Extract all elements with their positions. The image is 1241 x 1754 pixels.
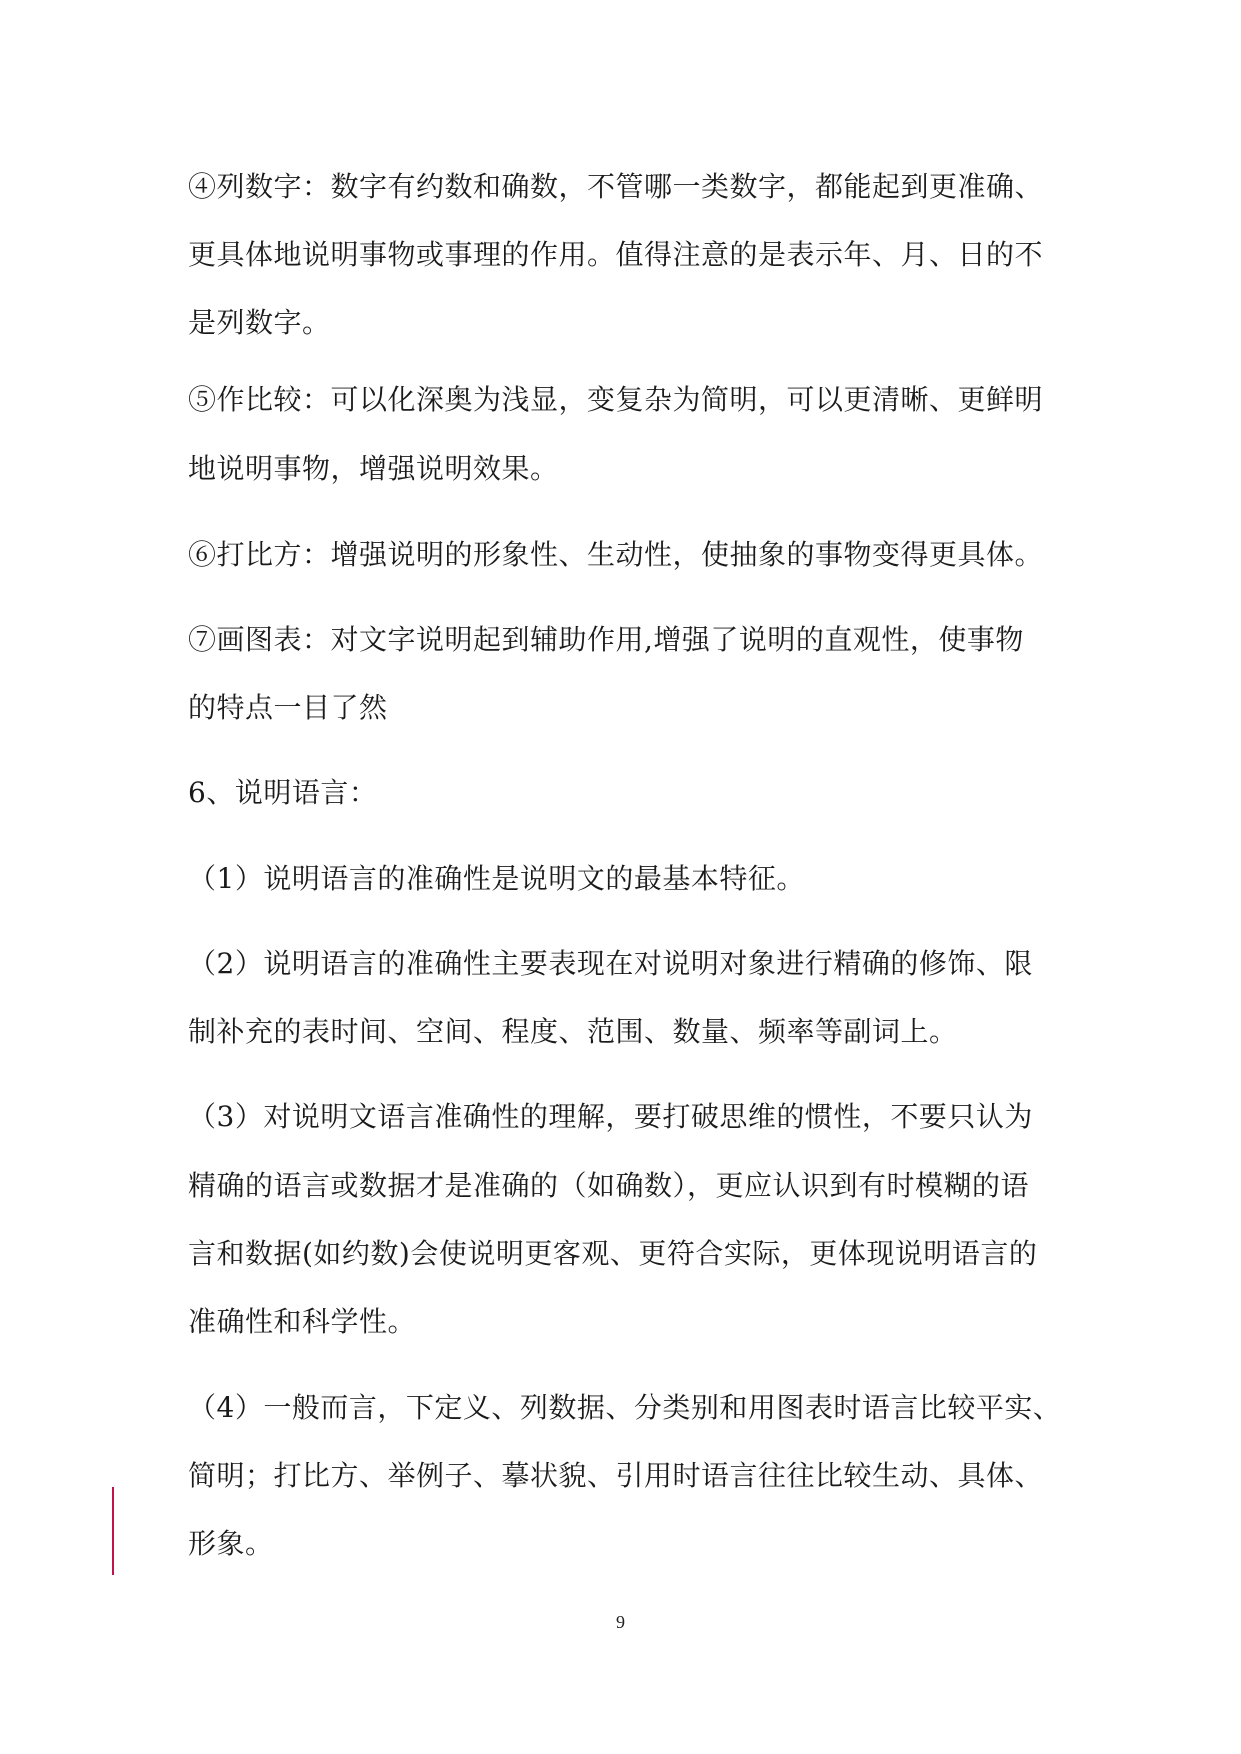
- text-line: ⑥打比方：增强说明的形象性、生动性，使抽象的事物变得更具体。: [188, 538, 1044, 571]
- text-line: ⑦画图表：对文字说明起到辅助作用,增强了说明的直观性，使事物: [188, 623, 1024, 656]
- text-line: 简明；打比方、举例子、摹状貌、引用时语言往往比较生动、具体、: [188, 1459, 1044, 1492]
- text-line: 制补充的表时间、空间、程度、范围、数量、频率等副词上。: [188, 1015, 958, 1048]
- text-line: （1）说明语言的准确性是说明文的最基本特征。: [188, 862, 805, 895]
- text-line: 精确的语言或数据才是准确的（如确数），更应认识到有时模糊的语: [188, 1169, 1030, 1202]
- text-line: 的特点一目了然: [188, 691, 388, 724]
- text-line: （4）一般而言，下定义、列数据、分类别和用图表时语言比较平实、: [188, 1391, 1062, 1424]
- text-line: 地说明事物，增强说明效果。: [188, 452, 559, 485]
- text-line: 是列数字。: [188, 306, 331, 339]
- text-line: 形象。: [188, 1527, 274, 1560]
- text-line: ⑤作比较：可以化深奥为浅显，变复杂为简明，可以更清晰、更鲜明: [188, 383, 1044, 416]
- text-line: 言和数据(如约数)会使说明更客观、更符合实际，更体现说明语言的: [188, 1237, 1038, 1270]
- page-number: 9: [616, 1612, 625, 1632]
- text-line: （3）对说明文语言准确性的理解，要打破思维的惯性，不要只认为: [188, 1100, 1033, 1133]
- text-line: 更具体地说明事物或事理的作用。值得注意的是表示年、月、日的不: [188, 238, 1044, 271]
- text-line: ④列数字：数字有约数和确数，不管哪一类数字，都能起到更准确、: [188, 170, 1044, 203]
- section-heading: 6、说明语言：: [188, 776, 378, 809]
- text-line: 准确性和科学性。: [188, 1305, 417, 1338]
- text-line: （2）说明语言的准确性主要表现在对说明对象进行精确的修饰、限: [188, 947, 1033, 980]
- margin-mark: [112, 1487, 114, 1575]
